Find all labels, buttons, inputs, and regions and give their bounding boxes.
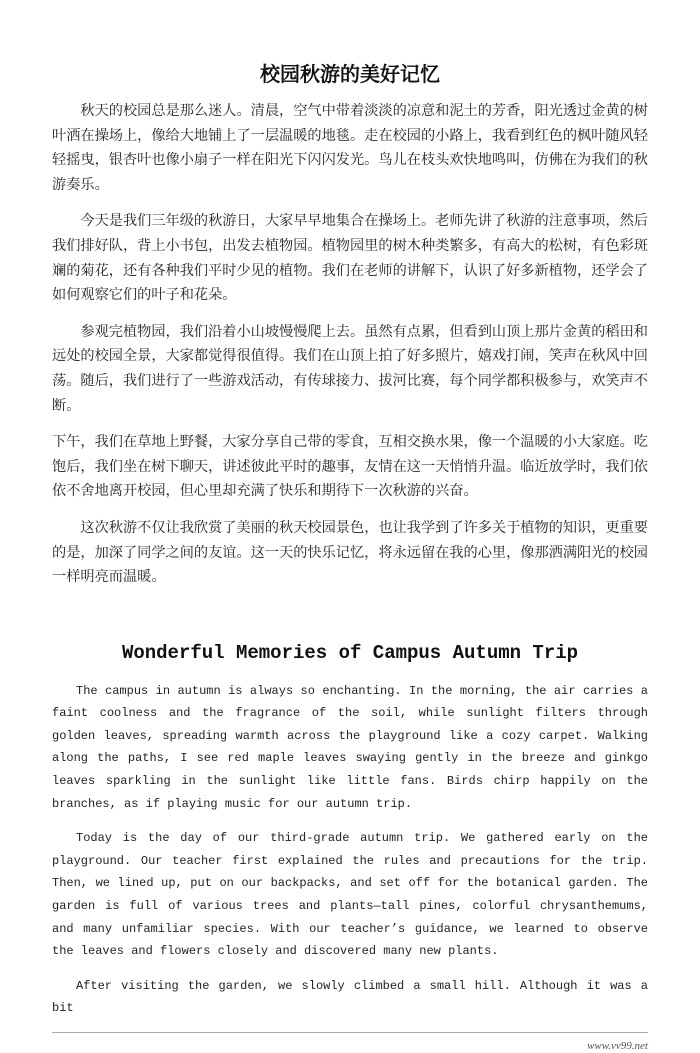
footer-divider <box>52 1032 648 1033</box>
document-page <box>52 0 648 1053</box>
english-title: Wonderful Memories of Campus Autumn Trip <box>121 641 579 664</box>
chinese-body <box>52 99 648 590</box>
english-body <box>52 680 648 1020</box>
chinese-paragraph: 秋天的校园总是那么迷人。清晨，空气中带着淡淡的凉意和泥土的芳香，阳光透过金黄的树叶洒在操场上，像给大地铺上了一层温暖的地毯。走在校园的小路上，我看到红色的枫叶随风轻轻摇曳，银杏叶也像小扇子一样在阳光下闪闪发光。鸟儿在枝头欢快地鸣叫，仿佛在为我们的秋游奏乐。 <box>52 103 648 193</box>
chinese-paragraph: 参观完植物园，我们沿着小山坡慢慢爬上去。虽然有点累，但看到山顶上那片金黄的稻田和远处的校园全景，大家都觉得很值得。我们在山顶上拍了好多照片，嬉戏打闹，笑声在秋风中回荡。随后，我们进行了一些游戏活动，有传球接力、拔河比赛，每个同学都积极参与，欢笑声不断。 <box>52 323 648 414</box>
english-paragraph: After visiting the garden, we slowly climbed a small hill. Although it was a bit <box>52 978 648 1016</box>
english-paragraph: The campus in autumn is always so enchanting. In the morning, the air carries a faint coolness and the fragrance of the soil, while sunlight filters through golden leaves, spreading warmth across the playground like a cozy carpet. Walking along the paths, I see red maple leaves swaying gently in the breeze and ginkgo leaves sparkling in the sunlight like little fans. Birds chirp happily on the branches, as if playing music for our autumn trip. <box>52 683 648 811</box>
english-paragraph: Today is the day of our third-grade autumn trip. We gathered early on the playground. Our teacher first explained the rules and precautions for the trip. Then, we lined up, put on our backpacks, and set off for the botanical garden. The garden is full of various trees and plants—tall pines, colorful chrysanthemums, and many unfamiliar species. With our teacher’s guidance, we learned to observe the leaves and flowers closely and discovered many new plants. <box>52 831 648 959</box>
chinese-paragraph: 下午，我们在草地上野餐，大家分享自己带的零食，互相交换水果，像一个温暖的小大家庭。吃饱后，我们坐在树下聊天，讲述彼此平时的趣事，友情在这一天悄悄升温。临近放学时，我们依依不舍地离开校园，但心里却充满了快乐和期待下一次秋游的兴奋。 <box>52 434 648 500</box>
chinese-title: 校园秋游的美好记忆 <box>260 62 440 86</box>
footer-url: www.vv99.net <box>587 1040 648 1052</box>
chinese-paragraph: 今天是我们三年级的秋游日，大家早早地集合在操场上。老师先讲了秋游的注意事项，然后我们排好队，背上小书包，出发去植物园。植物园里的树木种类繁多，有高大的松树，有色彩斑斓的菊花，还有各种我们平时少见的植物。我们在老师的讲解下，认识了好多新植物，还学会了如何观察它们的叶子和花朵。 <box>52 213 648 304</box>
chinese-paragraph: 这次秋游不仅让我欣赏了美丽的秋天校园景色，也让我学到了许多关于植物的知识，更重要的是，加深了同学之间的友谊。这一天的快乐记忆，将永远留在我的心里，像那洒满阳光的校园一样明亮而温暖。 <box>52 519 648 586</box>
